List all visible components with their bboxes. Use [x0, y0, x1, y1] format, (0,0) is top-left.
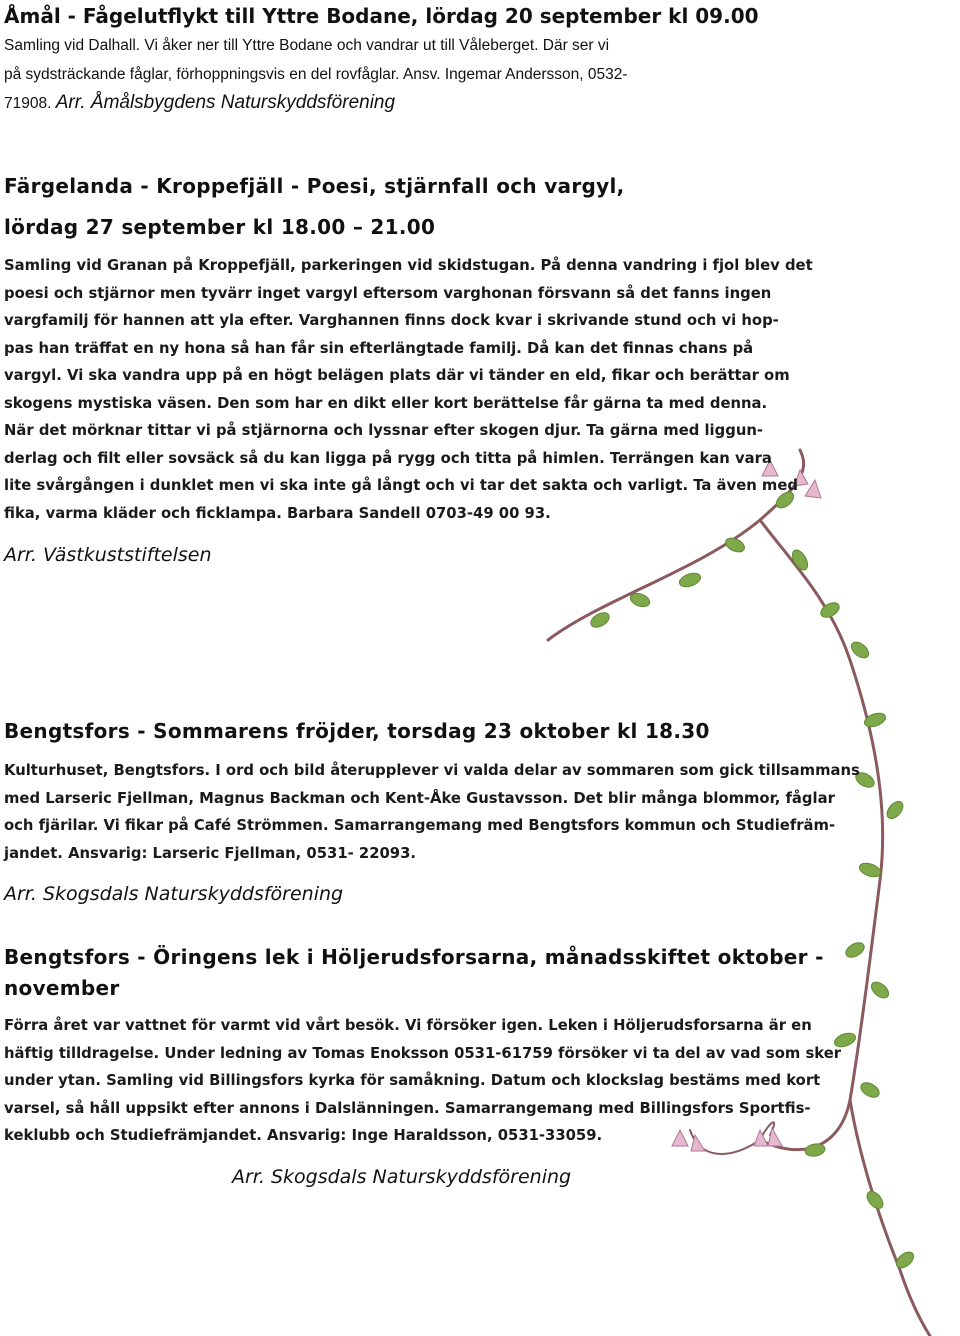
body-line: lite svårgången i dunklet men vi ska inte gå långt och vi tar det sakta och varligt. Ta även med — [4, 477, 798, 494]
title-line: Bengtsfors - Sommarens fröjder, torsdag 23 oktober kl 18.30 — [4, 719, 710, 743]
event-title — [4, 942, 824, 1004]
event-body — [4, 252, 813, 527]
body-line — [4, 89, 628, 118]
organizer: Arr. Skogsdals Naturskyddsförening — [4, 883, 344, 905]
event-body — [4, 757, 860, 867]
body-line: häftig tilldragelse. Under ledning av Tomas Enoksson 0531-61759 försöker vi ta del av vad som sker — [4, 1044, 842, 1062]
body-line: Samling vid Granan på Kroppefjäll, parkeringen vid skidstugan. På denna vandring i fjol blev det — [4, 257, 813, 274]
organizer: Arr. Västkuststiftelsen — [4, 544, 212, 566]
body-line: pas han träffat en ny hona så han får sin efterlängtade familj. Då kan det finnas chans på — [4, 339, 754, 357]
body-line: med Larseric Fjellman, Magnus Backman och Kent-Åke Gustavsson. Det blir många blommor, fåglar — [4, 789, 835, 807]
body-line: Samling vid Dalhall. Vi åker ner till Yttre Bodane och vandrar ut till Våleberget. Där ser vi — [4, 37, 610, 54]
body-line: skogens mystiska väsen. Den som har en dikt eller kort berättelse får gärna ta med denna. — [4, 394, 768, 412]
body-line: varsel, så håll uppsikt efter annons i Dalslänningen. Samarrangemang med Billingsfors Sportfis- — [4, 1099, 811, 1117]
event-body — [4, 31, 628, 118]
body-line: poesi och stjärnor men tyvärr inget vargyl eftersom varghonan försvann så det fanns ingen — [4, 284, 772, 302]
body-line: keklubb och Studiefrämjandet. Ansvarig: Inge Haraldsson, 0531-33059. — [4, 1127, 603, 1145]
body-line: vargfamilj för hannen att yla efter. Varghannen finns dock kvar i skrivande stund och vi hop- — [4, 312, 779, 329]
body-line: Förra året var vattnet för varmt vid vårt besök. Vi försöker igen. Leken i Höljerudsforsarna är en — [4, 1017, 812, 1034]
title-line: Färgelanda - Kroppefjäll - Poesi, stjärnfall och vargyl, — [4, 174, 625, 198]
body-line-prefix: 71908. — [4, 95, 56, 112]
organizer: Arr. Skogsdals Naturskyddsförening — [232, 1166, 572, 1188]
event-title: Åmål - Fågelutflykt till Yttre Bodane, lördag 20 september kl 09.00 — [4, 4, 759, 28]
body-line: fika, varma kläder och ficklampa. Barbara Sandell 0703-49 00 93. — [4, 504, 551, 522]
body-line: under ytan. Samling vid Billingsfors kyrka för samåkning. Datum och klockslag bestäms med kort — [4, 1072, 821, 1090]
body-line: och fjärilar. Vi fikar på Café Strömmen. Samarrangemang med Bengtsfors kommun och Studiefräm- — [4, 817, 836, 835]
title-line: november — [4, 976, 120, 1000]
organizer: Arr. Åmålsbygdens Naturskyddsförening — [55, 92, 396, 113]
body-line: vargyl. Vi ska vandra upp på en högt belägen plats där vi tänder en eld, fikar och berättar om — [4, 367, 790, 384]
body-line: derlag och filt eller sovsäck så du kan ligga på rygg och titta på himlen. Terrängen kan vara — [4, 449, 772, 467]
event-title — [4, 171, 625, 243]
body-line: jandet. Ansvarig: Larseric Fjellman, 0531- 22093. — [4, 844, 417, 862]
body-line: på sydsträckande fåglar, förhoppningsvis en del rovfåglar. Ansv. Ingemar Andersson, 0532- — [4, 66, 628, 83]
event-title — [4, 716, 710, 747]
event-body — [4, 1012, 841, 1150]
title-line: lördag 27 september kl 18.00 – 21.00 — [4, 215, 436, 239]
title-line: Bengtsfors - Öringens lek i Höljerudsforsarna, månadsskiftet oktober - — [4, 945, 824, 969]
body-line: Kulturhuset, Bengtsfors. I ord och bild återupplever vi valda delar av sommaren som gick tillsammans — [4, 762, 860, 779]
body-line: När det mörknar tittar vi på stjärnorna och lyssnar efter skogen djur. Ta gärna med liggun- — [4, 422, 764, 439]
